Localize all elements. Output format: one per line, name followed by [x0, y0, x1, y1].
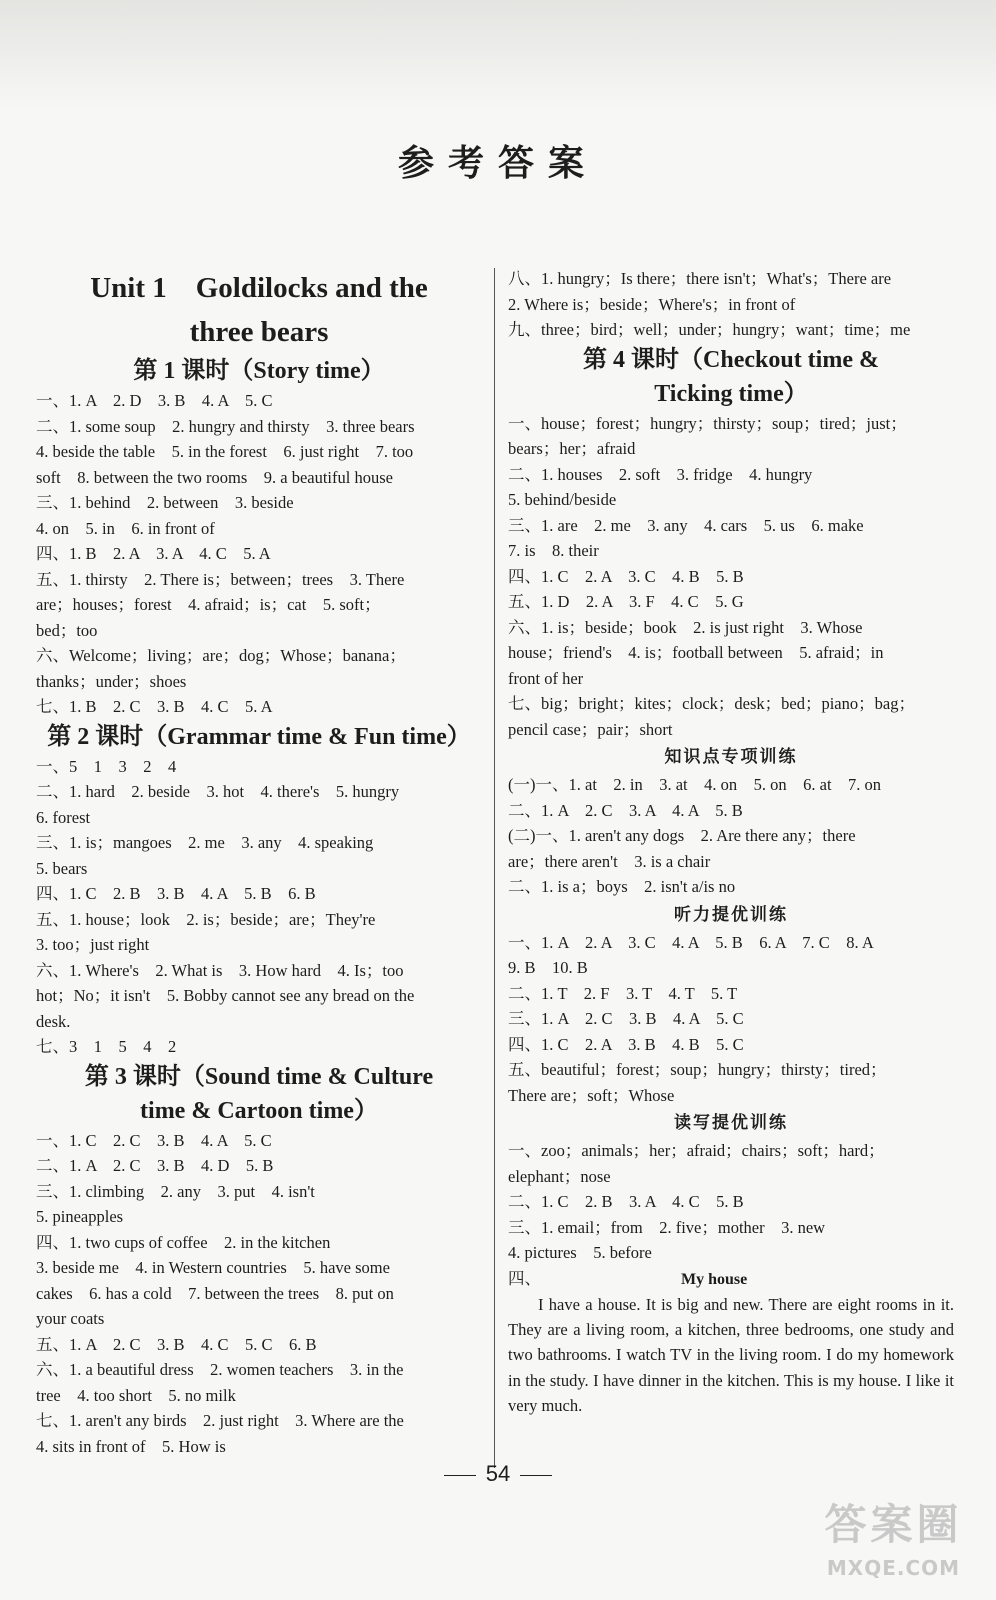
- answer-line: 三、1. are 2. me 3. any 4. cars 5. us 6. make: [508, 515, 864, 535]
- right-column: [508, 266, 954, 1418]
- answer-line: 四、1. two cups of coffee 2. in the kitchen: [36, 1232, 331, 1252]
- answer-line: 五、beautiful；forest；soup；hungry；thirsty；tired；: [508, 1060, 887, 1079]
- answer-line: desk.: [36, 1011, 71, 1031]
- essay-title: My house: [681, 1270, 748, 1288]
- answer-line: 一、1. A 2. D 3. B 4. A 5. C: [36, 391, 273, 410]
- page-number: [0, 1461, 996, 1487]
- answer-line: thanks；under；shoes: [36, 671, 187, 691]
- answer-line: 5. pineapples: [36, 1207, 124, 1226]
- answer-line: 二、1. houses 2. soft 3. fridge 4. hungry: [508, 464, 813, 484]
- unit-title-line-2: three bears: [189, 316, 329, 348]
- answer-line: 三、1. email；from 2. five；mother 3. new: [508, 1217, 826, 1237]
- lesson-4-title-line-1: 第 4 课时（Checkout time &: [583, 346, 879, 373]
- answer-line: (二)一、1. aren't any dogs 2. Are there any；there: [508, 826, 856, 845]
- lesson-4-answers: [508, 411, 954, 743]
- lesson-3-title-line-1: 第 3 课时（Sound time & Culture: [84, 1063, 434, 1090]
- answer-line: 6. forest: [36, 807, 91, 827]
- lesson-3-continued: [508, 266, 954, 343]
- answer-line: 八、1. hungry；Is there；there isn't；What's；There are: [508, 269, 892, 288]
- answer-line: 五、1. D 2. A 3. F 4. C 5. G: [508, 592, 744, 611]
- answer-line: 五、1. A 2. C 3. B 4. C 5. C 6. B: [36, 1334, 317, 1354]
- answer-line: 二、1. T 2. F 3. T 4. T 5. T: [508, 983, 738, 1003]
- answer-line: 5. bears: [36, 858, 88, 878]
- answer-line: 9. B 10. B: [508, 958, 588, 977]
- answer-line: 四、1. C 2. A 3. C 4. B 5. B: [508, 566, 744, 586]
- scan-header-band: [0, 0, 996, 110]
- answer-line: front of her: [508, 668, 584, 688]
- answer-line: 六、Welcome；living；are；dog；Whose；banana；: [36, 646, 406, 665]
- answer-line: 三、1. is；mangoes 2. me 3. any 4. speaking: [36, 833, 374, 852]
- lesson-4-title-line-2: Ticking time）: [654, 380, 808, 407]
- answer-line: 二、1. some soup 2. hungry and thirsty 3. three bears: [36, 416, 415, 436]
- answer-line: 六、1. a beautiful dress 2. women teachers 3. in the: [36, 1360, 404, 1379]
- dash-right: [520, 1475, 552, 1476]
- column-divider: [494, 268, 495, 1468]
- essay-heading: [508, 1266, 954, 1293]
- answer-line: 六、1. Where's 2. What is 3. How hard 4. Is；too: [36, 960, 404, 980]
- answer-line: 一、1. C 2. C 3. B 4. A 5. C: [36, 1130, 272, 1150]
- answer-line: 五、1. house；look 2. is；beside；are；They're: [36, 909, 376, 929]
- listening-training-title: 听力提优训练: [674, 904, 788, 925]
- answer-line: bed；too: [36, 620, 98, 640]
- answer-line: bears；her；afraid: [508, 439, 636, 458]
- answer-line: 四、1. C 2. A 3. B 4. B 5. C: [508, 1034, 744, 1054]
- answer-line: elephant；nose: [508, 1166, 611, 1186]
- essay-text: I have a house. It is big and new. There are eight rooms in it. They are a living room, a kitchen, three bedrooms, one study and two bathrooms. I watch TV in the living room. I do my homework in the study. I have dinner in the kitchen. This is my house. I like it very much.: [508, 1295, 954, 1415]
- answer-line: 3. too；just right: [36, 935, 150, 954]
- lesson-2-title: 第 2 课时（Grammar time & Fun time）: [47, 723, 471, 750]
- answer-line: your coats: [36, 1309, 105, 1328]
- answer-line: 5. behind/beside: [508, 490, 617, 509]
- lesson-1-title: 第 1 课时（Story time）: [133, 358, 385, 384]
- lesson-1-answers: [36, 388, 482, 720]
- essay-label: 四、: [508, 1268, 541, 1288]
- answer-line: soft 8. between the two rooms 9. a beautiful house: [36, 467, 393, 487]
- answer-line: 一、house；forest；hungry；thirsty；soup；tired；just；: [508, 413, 907, 433]
- dash-left: [444, 1475, 476, 1476]
- answer-line: 三、1. behind 2. between 3. beside: [36, 493, 294, 512]
- answer-line: 4. beside the table 5. in the forest 6. just right 7. too: [36, 442, 414, 461]
- reading-writing-answers: [508, 1138, 954, 1266]
- answer-line: 七、big；bright；kites；clock；desk；bed；piano；bag；: [508, 694, 915, 713]
- lesson-2-answers: [36, 754, 482, 1060]
- answer-line: 三、1. climbing 2. any 3. put 4. isn't: [36, 1181, 315, 1201]
- answer-line: tree 4. too short 5. no milk: [36, 1385, 236, 1405]
- lesson-3-title-line-2: time & Cartoon time）: [140, 1097, 378, 1124]
- left-column: [36, 266, 482, 1459]
- unit-title-line-1: Unit 1 Goldilocks and the: [90, 272, 428, 304]
- answer-line: cakes 6. has a cold 7. between the trees 8. put on: [36, 1283, 394, 1303]
- answer-line: pencil case；pair；short: [508, 719, 673, 739]
- answer-line: are；there aren't 3. is a chair: [508, 851, 711, 871]
- answer-line: 二、1. A 2. C 3. A 4. A 5. B: [508, 800, 743, 820]
- answer-line: are；houses；forest 4. afraid；is；cat 5. soft；: [36, 595, 381, 614]
- answer-line: 七、1. B 2. C 3. B 4. C 5. A: [36, 697, 273, 716]
- reading-writing-title: 读写提优训练: [674, 1113, 788, 1133]
- page-number-value: 54: [485, 1461, 511, 1486]
- watermark-logo: [811, 1495, 976, 1595]
- answer-line: (一)一、1. at 2. in 3. at 4. on 5. on 6. at 7. on: [508, 775, 882, 794]
- answer-line: house；friend's 4. is；football between 5. afraid；in: [508, 643, 884, 662]
- answer-line: 二、1. A 2. C 3. B 4. D 5. B: [36, 1156, 274, 1175]
- answer-line: 七、1. aren't any birds 2. just right 3. Where are the: [36, 1411, 404, 1430]
- answer-line: 四、1. B 2. A 3. A 4. C 5. A: [36, 544, 271, 563]
- answer-line: 六、1. is；beside；book 2. is just right 3. Whose: [508, 617, 863, 637]
- answer-line: 一、1. A 2. A 3. C 4. A 5. B 6. A 7. C 8. A: [508, 932, 874, 952]
- answer-line: 四、1. C 2. B 3. B 4. A 5. B 6. B: [36, 884, 316, 903]
- listening-training-answers: [508, 930, 954, 1109]
- answer-line: 2. Where is；beside；Where's；in front of: [508, 294, 796, 314]
- answer-line: 3. beside me 4. in Western countries 5. have some: [36, 1258, 390, 1277]
- watermark-url: MXQE.COM: [826, 1556, 961, 1580]
- answer-line: 二、1. hard 2. beside 3. hot 4. there's 5. hungry: [36, 782, 400, 801]
- answer-line: 七、3 1 5 4 2: [36, 1037, 177, 1056]
- answer-line: 九、three；bird；well；under；hungry；want；time；me: [508, 320, 911, 339]
- answer-line: 4. sits in front of 5. How is: [36, 1436, 226, 1456]
- page-title: 参考答案: [397, 143, 598, 184]
- answer-line: 二、1. is a；boys 2. isn't a/is no: [508, 877, 736, 896]
- answer-line: 7. is 8. their: [508, 541, 599, 560]
- answer-line: There are；soft；Whose: [508, 1085, 675, 1105]
- answer-line: 4. pictures 5. before: [508, 1243, 652, 1262]
- answer-line: 三、1. A 2. C 3. B 4. A 5. C: [508, 1009, 744, 1028]
- answer-line: 4. on 5. in 6. in front of: [36, 518, 215, 538]
- knowledge-points-title: 知识点专项训练: [664, 747, 798, 767]
- knowledge-points-answers: [508, 772, 954, 900]
- answer-line: 五、1. thirsty 2. There is；between；trees 3. There: [36, 569, 405, 589]
- answer-line: 二、1. C 2. B 3. A 4. C 5. B: [508, 1192, 744, 1211]
- watermark-text: 答案圈: [824, 1500, 963, 1549]
- lesson-3-answers: [36, 1128, 482, 1460]
- answer-line: 一、5 1 3 2 4: [36, 756, 177, 776]
- answer-line: 一、zoo；animals；her；afraid；chairs；soft；hard；: [508, 1141, 885, 1160]
- answer-line: hot；No；it isn't 5. Bobby cannot see any bread on the: [36, 986, 415, 1005]
